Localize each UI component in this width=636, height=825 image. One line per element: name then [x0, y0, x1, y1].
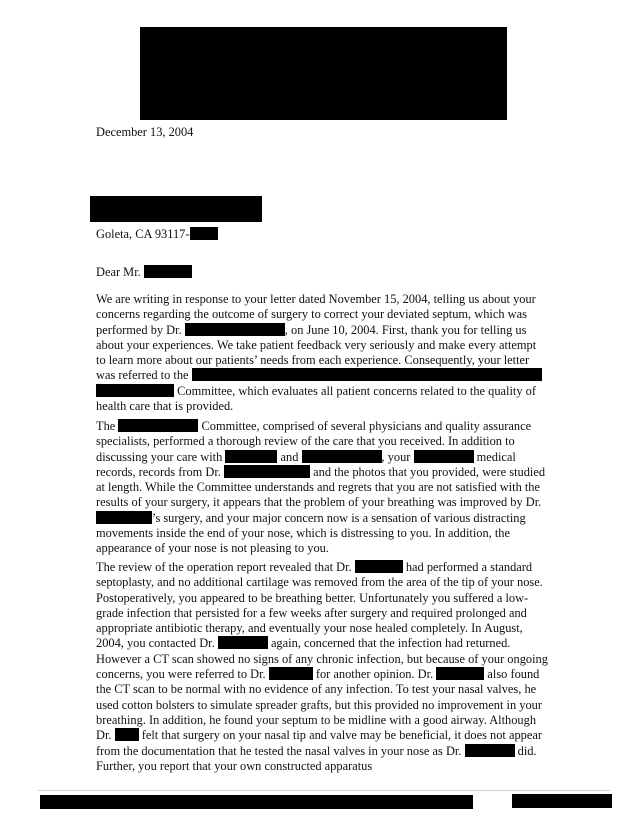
recipient-address [96, 227, 546, 242]
p1-text-c: Committee, which evaluates all patient concerns related to the quality of health care that is provided. [96, 383, 536, 414]
p2-text-e: medical records, records from Dr. [96, 449, 516, 479]
p3-text-b: had performed a standard septoplasty, and no additional cartilage was removed from the area of the tip of your nose. Postoperatively, you appeared to be breathing better. Unfortunately you suffered a low-grade infection that persisted for a few weeks after surgery and required prolonged and appropriate antibiotic therapy, and eventually your nose healed completely. In August, 2004, you contacted Dr. [96, 560, 543, 651]
committee-name-redaction-2 [96, 384, 174, 397]
p3-text-g: did. Further, you report that your own constructed apparatus [96, 743, 537, 773]
p2-text-g: ’s surgery, and your major concern now is a sensation of various distracting movements inside the end of your nose, which is distressing to you. In addition, the appearance of your nose is not pleasing to you. [96, 510, 526, 556]
surgeon-name-redaction-2 [96, 511, 152, 524]
surgeon-name-redaction-5 [465, 744, 515, 757]
p2-text-f: and the photos that you provided, were studied at length. While the Committee understands and regrets that you are not satisfied with the results of your surgery, it appears that the problem of your breathing was improved by Dr. [96, 464, 546, 510]
facility-name-redaction [414, 450, 474, 463]
footer-rule [38, 790, 610, 791]
letter-date: December 13, 2004 [96, 125, 194, 139]
zip-extension-redaction [190, 227, 218, 240]
paragraph-1 [96, 292, 548, 414]
surgeon-name-redaction-4 [218, 636, 268, 649]
provider-name-redaction-1 [225, 450, 277, 463]
recipient-name-redaction [90, 196, 262, 222]
paragraph-3 [96, 560, 548, 774]
salutation [96, 265, 546, 280]
p3-text-e: also found the CT scan to be normal with no evidence of any infection. To test your nasal valves, he used cotton bolsters to simulate spreader grafts, but this provided no improvement in your breathing. In addition, he found your septum to be midline with a good airway. Although Dr. [96, 667, 542, 743]
footer-redaction-left [40, 795, 473, 809]
p2-text-d: , your [381, 449, 411, 464]
consultant-name-redaction-3 [115, 728, 139, 741]
surgeon-name-redaction [185, 323, 285, 336]
p2-text-a: The [96, 419, 116, 433]
surgeon-name-redaction-3 [355, 560, 403, 573]
recipient-surname-redaction [144, 265, 192, 278]
p2-text-b: Committee, comprised of several physicians and quality assurance specialists, performed a thorough review of the care that you received. In addition to discussing your care with [96, 419, 532, 464]
letterhead-redaction [140, 27, 507, 120]
provider-name-redaction-2 [302, 450, 382, 463]
address-city-zip: Goleta, CA 93117- [96, 227, 190, 241]
committee-name-redaction-1 [192, 368, 542, 381]
consultant-name-redaction-1 [269, 667, 313, 680]
committee-name-redaction-3 [118, 419, 198, 432]
p3-text-c: again, concerned that the infection had returned. However a CT scan showed no signs of any chronic infection, but because of your ongoing concerns, you were referred to Dr. [96, 636, 548, 682]
doctor-name-redaction-1 [224, 465, 310, 478]
p1-text-b: , on June 10, 2004. First, thank you for telling us about your experiences. We take patient feedback very seriously and make every attempt to learn more about our patients’ needs from each experience. Consequently, your letter was referred to the [96, 322, 537, 383]
p1-text-a: We are writing in response to your letter dated November 15, 2004, telling us about your concerns regarding the outcome of surgery to correct your deviated septum, which was performed by Dr. [96, 292, 536, 337]
consultant-name-redaction-2 [436, 667, 484, 680]
salutation-text: Dear Mr. [96, 265, 141, 279]
p3-text-a: The review of the operation report revealed that Dr. [96, 560, 352, 574]
p3-text-f: felt that surgery on your nasal tip and valve may be beneficial, it does not appear from the documentation that he tested the nasal valves in your nose as Dr. [96, 728, 542, 758]
p3-text-d: for another opinion. Dr. [315, 667, 434, 682]
footer-redaction-right [512, 794, 612, 808]
p2-text-c: and [280, 449, 299, 464]
paragraph-2 [96, 419, 548, 557]
